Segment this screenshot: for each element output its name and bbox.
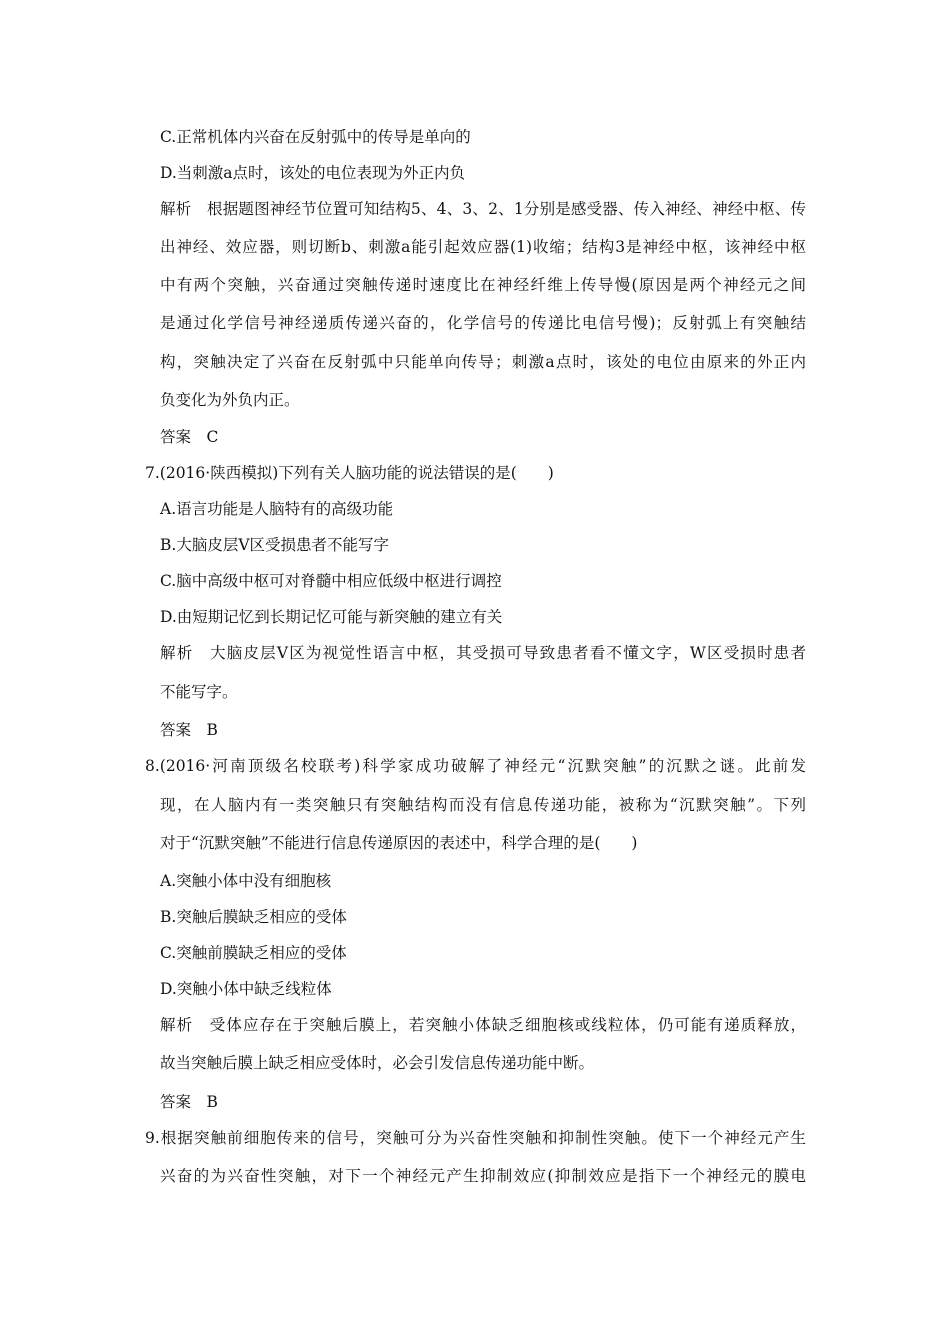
q8-option-c: C.突触前膜缺乏相应的受体 xyxy=(160,944,347,962)
q6-option-d: D.当刺激a点时，该处的电位表现为外正内负 xyxy=(160,164,466,182)
q7-option-c: C.脑中高级中枢可对脊髓中相应低级中枢进行调控 xyxy=(160,572,502,590)
q6-analysis-line: 解析 根据题图神经节位置可知结构5、4、3、2、1分别是感受器、传入神经、神经中枢、传 xyxy=(160,200,806,218)
q6-analysis-line: 中有两个突触，兴奋通过突触传递时速度比在神经纤维上传导慢(原因是两个神经元之间 xyxy=(160,276,806,294)
q7-answer: 答案 B xyxy=(160,721,218,739)
q7-analysis-line: 不能写字。 xyxy=(160,683,238,701)
q8-stem-line: 现，在人脑内有一类突触只有突触结构而没有信息传递功能，被称为“沉默突触”。下列 xyxy=(160,796,806,814)
q7-option-b: B.大脑皮层V区受损患者不能写字 xyxy=(160,536,390,554)
q8-analysis-line: 解析 受体应存在于突触后膜上，若突触小体缺乏细胞核或线粒体，仍可能有递质释放， xyxy=(160,1016,806,1034)
q6-analysis-line: 负变化为外负内正。 xyxy=(160,391,300,409)
q7-option-a: A.语言功能是人脑特有的高级功能 xyxy=(160,500,394,518)
q7-option-d: D.由短期记忆到长期记忆可能与新突触的建立有关 xyxy=(160,608,503,626)
q8-option-b: B.突触后膜缺乏相应的受体 xyxy=(160,908,347,926)
q6-analysis-line: 是通过化学信号神经递质传递兴奋的，化学信号的传递比电信号慢)；反射弧上有突触结 xyxy=(160,314,806,332)
q8-stem-line: 对于“沉默突触”不能进行信息传递原因的表述中，科学合理的是( ) xyxy=(160,834,638,852)
q8-answer: 答案 B xyxy=(160,1093,218,1111)
q6-answer: 答案 C xyxy=(160,428,219,446)
q8-analysis-line: 故当突触后膜上缺乏相应受体时，必会引发信息传递功能中断。 xyxy=(160,1054,595,1072)
q8-stem-line: 8.(2016·河南顶级名校联考)科学家成功破解了神经元“沉默突触”的沉默之谜。此前发 xyxy=(145,757,806,775)
q6-option-c: C.正常机体内兴奋在反射弧中的传导是单向的 xyxy=(160,128,471,146)
q9-stem-line: 9.根据突触前细胞传来的信号，突触可分为兴奋性突触和抑制性突触。使下一个神经元产生 xyxy=(145,1129,806,1147)
q7-stem: 7.(2016·陕西模拟)下列有关人脑功能的说法错误的是( ) xyxy=(145,464,554,482)
q6-analysis-line: 构，突触决定了兴奋在反射弧中只能单向传导；刺激a点时，该处的电位由原来的外正内 xyxy=(160,353,806,371)
q8-option-d: D.突触小体中缺乏线粒体 xyxy=(160,980,332,998)
q8-option-a: A.突触小体中没有细胞核 xyxy=(160,872,332,890)
q7-analysis-line: 解析 大脑皮层V区为视觉性语言中枢，其受损可导致患者看不懂文字，W区受损时患者 xyxy=(160,644,806,662)
q9-stem-line: 兴奋的为兴奋性突触，对下一个神经元产生抑制效应(抑制效应是指下一个神经元的膜电 xyxy=(160,1167,806,1185)
q6-analysis-line: 出神经、效应器，则切断b、刺激a能引起效应器(1)收缩；结构3是神经中枢，该神经中枢 xyxy=(160,238,806,256)
